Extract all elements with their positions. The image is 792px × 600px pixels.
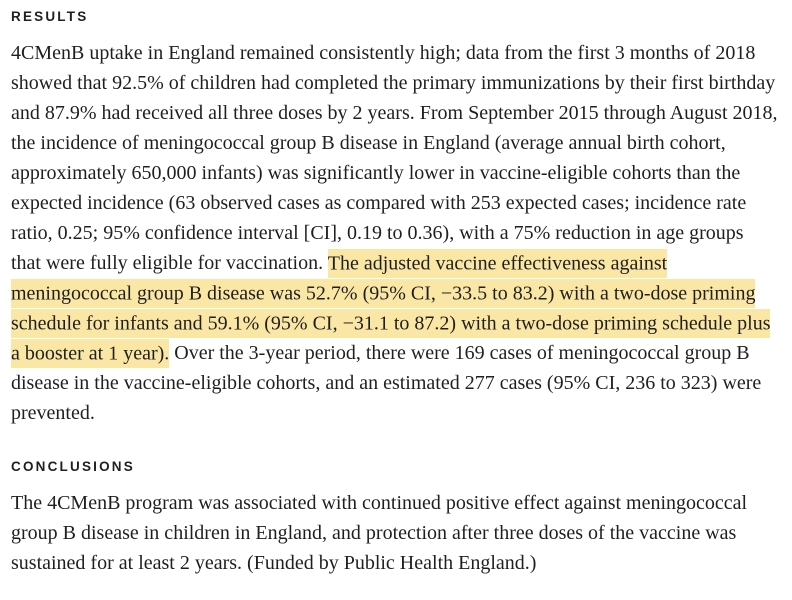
results-section <box>11 9 778 428</box>
highlighted-sentence: The adjusted vaccine effectiveness against meningococcal group B disease was 52.7% (95% CI, −33.5 to 83.2) with a two-dose priming schedule for infants and 59.1% (95% CI, −31.1 to 87.2) with a two-dose priming schedule plus a booster at 1 year). <box>11 249 770 368</box>
conclusions-paragraph: The 4CMenB program was associated with continued positive effect against meningococcal group B disease in children in England, and protection after three doses of the vaccine was sustained for at least 2 years. (Funded by Public Health England.) <box>11 492 748 574</box>
results-text-before-highlight: 4CMenB uptake in England remained consistently high; data from the first 3 months of 2018 showed that 92.5% of children had completed the primary immunizations by their first birthday and 87.9% had received all three doses by 2 years. From September 2015 through August 2018, the incidence of meningococcal group B disease in England (average annual birth cohort, approximately 650,000 infants) was significantly lower in vaccine-eligible cohorts than the expected incidence (63 observed cases as compared with 253 expected cases; incidence rate ratio, 0.25; 95% confidence interval [CI], 0.19 to 0.36), with a 75% reduction in age groups that were fully eligible for vaccination. <box>11 42 778 274</box>
conclusions-heading: CONCLUSIONS <box>11 459 135 474</box>
results-paragraph <box>11 38 778 428</box>
results-text-after-highlight: Over the 3-year period, there were 169 cases of meningococcal group B disease in the vaccine-eligible cohorts, and an estimated 277 cases (95% CI, 236 to 323) were prevented. <box>11 342 762 424</box>
conclusions-section <box>11 459 778 578</box>
results-heading: RESULTS <box>11 9 89 24</box>
